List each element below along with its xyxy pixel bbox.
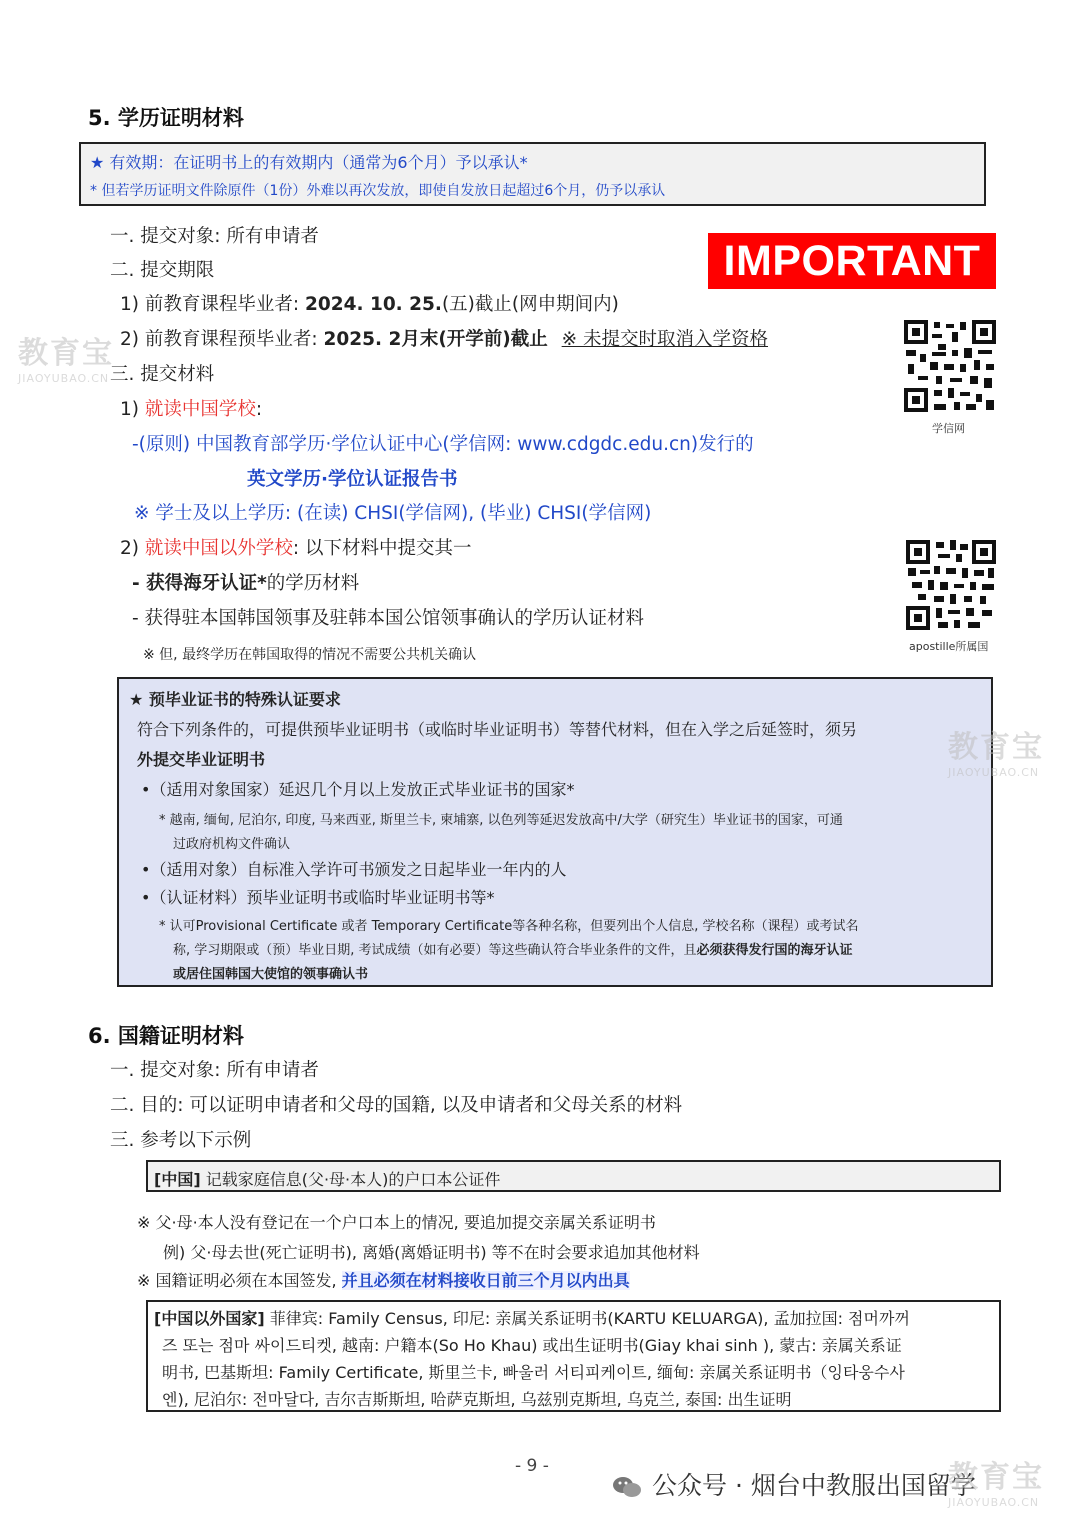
- watermark-left: [18, 328, 114, 385]
- watermark-right-logo: 教育宝: [948, 730, 1044, 765]
- deadline-2-date: 2025. 2月末(开学前)截止: [323, 329, 548, 350]
- wechat-account-name: 公众号 · 烟台中教服出国留学: [652, 1471, 976, 1500]
- material-2-suffix: : 以下材料中提交其一: [292, 538, 472, 559]
- watermark-bottom: [948, 1452, 1044, 1509]
- material-2-note: ※ 但, 最终学历在韩国取得的情况不需要公共机关确认: [143, 647, 477, 663]
- deadline-1-label: 1) 前教育课程毕业者:: [120, 294, 305, 315]
- watermark-left-url: JIAOYUBAO.CN: [18, 372, 110, 385]
- special-bullet-1-note-1: * 越南, 缅甸, 尼泊尔, 印度, 马来西亚, 斯里兰卡, 柬埔寨, 以色列等延迟发放高中/大学（研究生）毕业证书的国家，可通: [159, 813, 843, 828]
- watermark-right: [948, 722, 1044, 779]
- special-bullet-3: •（认证材料）预毕业证明书或临时毕业证明书等*: [141, 888, 495, 907]
- s6-item-1: 一. 提交对象: 所有申请者: [110, 1060, 319, 1081]
- qr-code-apostille-label: apostille所属国: [909, 640, 989, 653]
- material-2-option-a: [132, 569, 359, 595]
- special-bullet-3-note-2: [173, 939, 853, 958]
- validity-notice-box: [79, 142, 986, 206]
- s6-note-3: [137, 1268, 630, 1291]
- other-countries-line-4: 엔), 尼泊尔: 전마달다, 吉尔吉斯斯坦, 哈萨克斯坦, 乌兹别克斯坦, 乌克兰, 泰国: 出生证明: [162, 1390, 792, 1409]
- deadline-2: [120, 325, 768, 351]
- material-1-num: 1): [120, 399, 145, 420]
- s5-item-3: 三. 提交材料: [110, 364, 215, 385]
- validity-notice-line-2: * 但若学历证明文件除原件（1份）外难以再次发放，即使自发放日起超过6个月，仍予以承认: [90, 183, 666, 199]
- important-banner: IMPORTANT: [708, 233, 996, 289]
- qr-code-apostille[interactable]: [906, 540, 996, 630]
- material-1: [120, 395, 262, 421]
- special-bullet-3-note-2-text: 称, 学习期限或（预）毕业日期, 考试成绩（如有必要）等这些确认符合毕业条件的文件，且: [173, 943, 697, 958]
- s6-note-1: ※ 父·母·本人没有登记在一个户口本上的情况, 要追加提交亲属关系证明书: [137, 1213, 656, 1232]
- special-bullet-2: •（适用对象）自标准入学许可书颁发之日起毕业一年内的人: [141, 860, 567, 879]
- special-bullet-3-note-1: * 认可Provisional Certificate 或者 Temporary Certificate等各种名称，但要列出个人信息, 学校名称（课程）或考试名: [159, 919, 859, 934]
- special-bullet-1: •（适用对象国家）延迟几个月以上发放正式毕业证书的国家*: [141, 780, 575, 799]
- china-example-text: [154, 1167, 500, 1190]
- deadline-2-label: 2) 前教育课程预毕业者:: [120, 329, 324, 350]
- special-bullet-1-note-2: 过政府机构文件确认: [173, 837, 291, 852]
- other-countries-line-1-text: 菲律宾: Family Census, 印尼: 亲属关系证明书(KARTU KELUARGA), 孟加拉国: 점머까꺼: [264, 1309, 910, 1328]
- china-example-desc: 记载家庭信息(父·母·本人)的户口本公证件: [200, 1170, 501, 1189]
- material-2-option-a-bold: - 获得海牙认证*: [132, 573, 267, 594]
- deadline-1-suffix: (五)截止(网申期间内): [441, 294, 619, 315]
- special-paragraph-line-2: 外提交毕业证明书: [137, 750, 266, 769]
- material-1-line-2: 英文学历·学位认证报告书: [247, 469, 458, 490]
- s5-item-1: 一. 提交对象: 所有申请者: [110, 226, 319, 247]
- s6-item-3: 三. 参考以下示例: [110, 1130, 252, 1151]
- material-2-num: 2): [120, 538, 145, 559]
- china-example-tag: [中国]: [154, 1170, 201, 1189]
- other-countries-line-1: [154, 1306, 910, 1329]
- section-6-heading: 6. 国籍证明材料: [88, 1024, 244, 1048]
- deadline-1-date: 2024. 10. 25.: [304, 294, 442, 315]
- material-2-title: 就读中国以外学校: [144, 538, 293, 559]
- page-number: - 9 -: [515, 1456, 549, 1476]
- other-countries-line-3: 明书, 巴基斯坦: Family Certificate, 斯里兰卡, 빠울러 서티피케이트, 缅甸: 亲属关系证明书（잉타웅수사: [162, 1363, 905, 1382]
- watermark-left-logo: 教育宝: [18, 336, 114, 371]
- s6-note-2: 例) 父·母去世(死亡证明书), 离婚(离婚证明书) 等不在时会要求追加其他材料: [163, 1243, 700, 1262]
- wechat-icon: [612, 1475, 642, 1499]
- s6-item-2: 二. 目的: 可以证明申请者和父母的国籍, 以及申请者和父母关系的材料: [110, 1095, 683, 1116]
- material-2: [120, 534, 472, 560]
- china-example-box: [146, 1160, 1001, 1192]
- material-1-note: ※ 学士及以上学历: (在读) CHSI(学信网), (毕业) CHSI(学信网): [134, 503, 652, 524]
- wechat-account[interactable]: [612, 1466, 976, 1502]
- s6-note-3-text: ※ 国籍证明必须在本国签发,: [137, 1271, 342, 1290]
- watermark-bottom-url: JIAOYUBAO.CN: [948, 1496, 1040, 1509]
- material-1-colon: :: [255, 399, 263, 420]
- special-paragraph-line-1: 符合下列条件的，可提供预毕业证明书（或临时毕业证明书）等替代材料，但在入学之后延签时，须另: [137, 720, 858, 739]
- other-countries-line-2: 즈 또는 점마 싸이드티켓, 越南: 户籍本(So Ho Khau) 或出生证明书(Giay khai sinh ), 蒙古: 亲属关系证: [162, 1336, 902, 1355]
- section-5-heading: 5. 学历证明材料: [88, 106, 244, 130]
- qr-code-chsi-label: 学信网: [932, 422, 965, 435]
- special-bullet-3-note-3: 或居住国韩国大使馆的领事确认书: [173, 967, 369, 982]
- s5-item-2: 二. 提交期限: [110, 260, 215, 281]
- watermark-bottom-logo: 教育宝: [948, 1460, 1044, 1495]
- material-2-option-b: - 获得驻本国韩国领事及驻韩本国公馆领事确认的学历认证材料: [132, 608, 645, 629]
- other-countries-box: [146, 1300, 1001, 1412]
- validity-notice-line-1: ★ 有效期：在证明书上的有效期内（通常为6个月）予以承认*: [90, 153, 528, 172]
- material-1-line-1: -(原则) 中国教育部学历·学位认证中心(学信网: www.cdgdc.edu.cn)发行的: [132, 434, 754, 455]
- deadline-2-note: ※ 未提交时取消入学资格: [561, 329, 769, 350]
- watermark-right-url: JIAOYUBAO.CN: [948, 766, 1040, 779]
- pre-graduation-special-box: [117, 677, 993, 987]
- qr-code-chsi[interactable]: [904, 320, 996, 412]
- deadline-1: [120, 290, 619, 316]
- material-2-option-a-text: 的学历材料: [266, 573, 360, 594]
- special-title: ★ 预毕业证书的特殊认证要求: [129, 690, 341, 709]
- s6-note-3-highlight: 并且必须在材料接收日前三个月以内出具: [341, 1271, 630, 1290]
- material-1-title: 就读中国学校: [144, 399, 256, 420]
- other-countries-tag: [中国以外国家]: [154, 1309, 265, 1328]
- special-bullet-3-note-2-bold: 必须获得发行国的海牙认证: [696, 943, 853, 958]
